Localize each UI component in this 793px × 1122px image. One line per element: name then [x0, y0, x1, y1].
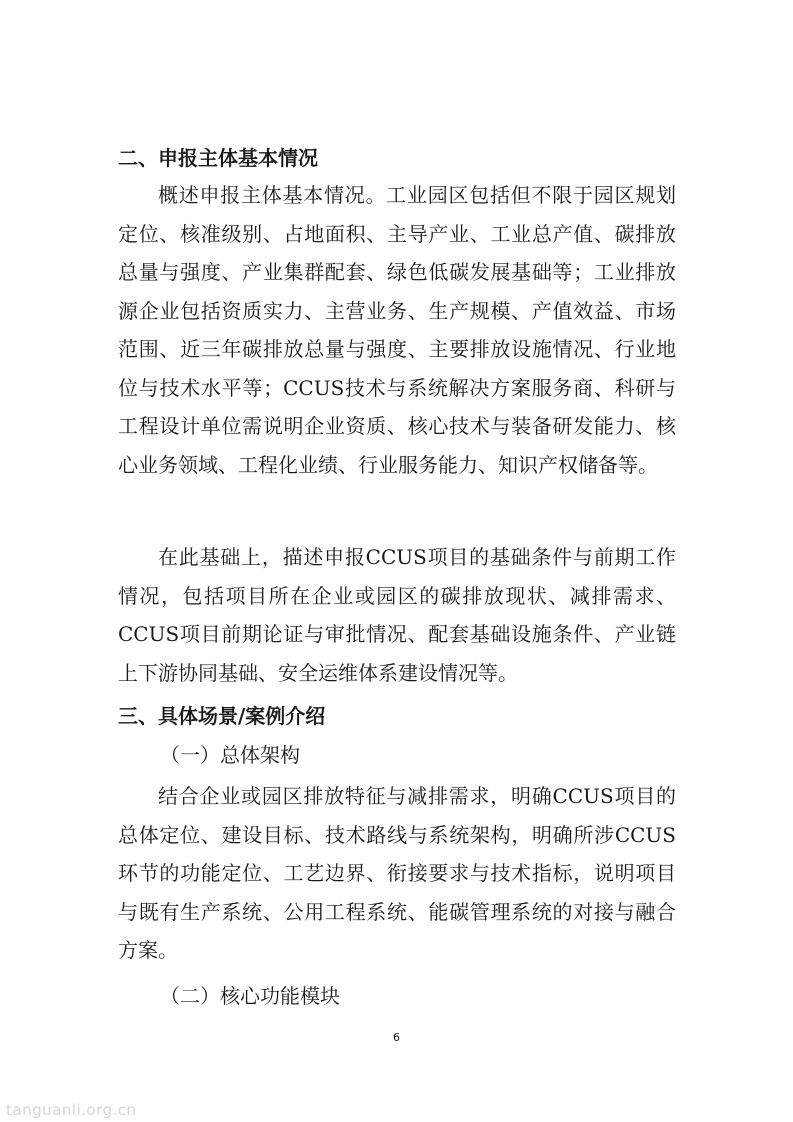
- section-2-paragraph-1: 概述申报主体基本情况。工业园区包括但不限于园区规划定位、核准级别、占地面积、主导产业、工业总产值、碳排放总量与强度、产业集群配套、绿色低碳发展基础等；工业排放源企业包括资质实力、主营业务、生产规模、产值效益、市场范围、近三年碳排放总量与强度、主要排放设施情况、行业地位与技术水平等；CCUS技术与系统解决方案服务商、科研与工程设计单位需说明企业资质、核心技术与装备研发能力、核心业务领域、工程化业绩、行业服务能力、知识产权储备等。: [118, 183, 676, 477]
- subsection-heading-core-modules: （二）核心功能模块: [160, 984, 340, 1008]
- section-heading-2: 二、申报主体基本情况: [118, 146, 318, 170]
- section-heading-3: 三、具体场景/案例介绍: [118, 704, 326, 728]
- subsection-heading-overall-architecture: （一）总体架构: [160, 743, 300, 767]
- subsection-1-paragraph: 结合企业或园区排放特征与减排需求，明确CCUS项目的总体定位、建设目标、技术路线与系统架构，明确所涉CCUS环节的功能定位、工艺边界、衔接要求与技术指标，说明项目与既有生产系统、公用工程系统、能碳管理系统的对接与融合方案。: [118, 784, 676, 962]
- section-2-paragraph-2: 在此基础上，描述申报CCUS项目的基础条件与前期工作情况，包括项目所在企业或园区的碳排放现状、减排需求、CCUS项目前期论证与审批情况、配套基础设施条件、产业链上下游协同基础、安全运维体系建设情况等。: [118, 545, 676, 685]
- watermark: tanguanli.org.cn: [6, 1101, 137, 1119]
- page-number: 6: [393, 1031, 400, 1044]
